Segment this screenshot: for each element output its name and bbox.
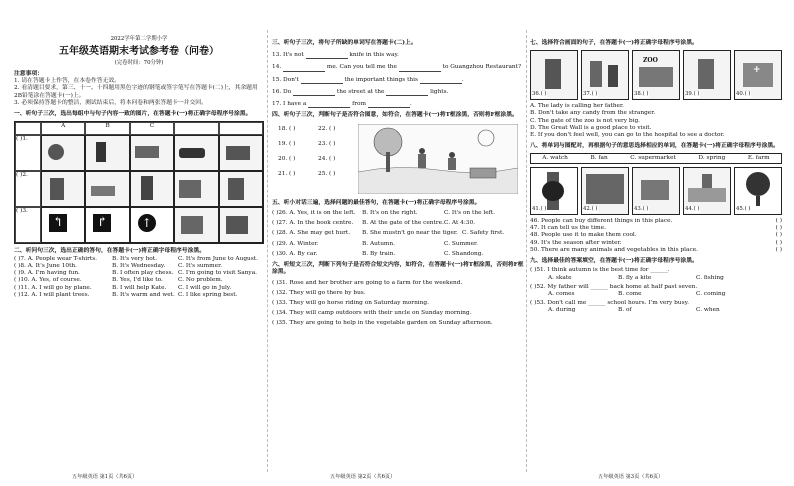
question-row: ( )28. A. She may get hurt. B. She mustn't go near the tiger. C. Safety first. bbox=[272, 230, 505, 237]
page-3-footer: 五年级英语 第3页（共6页） bbox=[598, 474, 664, 480]
page-2-footer: 五年级英语 第2页（共6页） bbox=[330, 474, 396, 480]
question-row: 47. It can tell us the time. ( ) bbox=[530, 225, 782, 232]
statement-row: ( )32. They will go there by bus. bbox=[272, 289, 366, 296]
grid-header-b: B bbox=[85, 122, 129, 135]
stranger-picture: 37.( ) bbox=[581, 50, 629, 100]
notes-title: 注意事项： bbox=[14, 71, 43, 77]
question-row: 49. It's the season after winter. ( ) bbox=[530, 239, 782, 246]
sick-picture: 39.( ) bbox=[683, 50, 731, 100]
page-1 bbox=[14, 36, 264, 462]
question-row: ( )10. A. Yes, of course. B. Yes, I'd like to. C. No problem. bbox=[14, 277, 223, 284]
question-row: ( )11. A. I will go by plane. B. I will help Kate. C. I will go in July. bbox=[14, 284, 232, 291]
question-row: ( )51. I think autumn is the best time for ______. bbox=[530, 267, 670, 274]
grid-picture bbox=[85, 135, 129, 171]
grid-picture bbox=[85, 171, 129, 207]
question-row: ( )30. A. By car. B. By train. C. Shandong. bbox=[272, 250, 484, 257]
section-7-options bbox=[530, 103, 782, 139]
grid-picture bbox=[130, 171, 174, 207]
grid-picture bbox=[219, 135, 263, 171]
word-option: A. watch bbox=[542, 154, 568, 161]
section-5-title: 五、听小对话三遍，选择问题的最佳答句，在答题卡(一)将正确字母程序号涂黑。 bbox=[272, 199, 481, 206]
statement-row: ( )33. They will go horse riding on Saturday morning. bbox=[272, 299, 429, 306]
grid-picture bbox=[174, 171, 218, 207]
note: 2. 看清题目要求，第三、十一、十四题用黑色字迹的钢笔或签字笔写在答题卡(二)上，其余题用2B铅笔涂在答题卡(一)上。 bbox=[14, 85, 258, 99]
question-row: ( )9. A. I'm having fun. B. I often play chess. C. I'm going to visit Sanya. bbox=[14, 270, 258, 277]
word-option: C. supermarket bbox=[630, 154, 676, 161]
section-8-pictures bbox=[530, 167, 782, 215]
question-row: ( )26. A. Yes, it is on the left. B. It's on the right. C. It's on the left. bbox=[272, 209, 495, 216]
option-row: A. The lady is calling her father. bbox=[530, 103, 624, 110]
word-bank bbox=[530, 153, 782, 164]
exam-time: (完卷时间：70分钟) bbox=[114, 60, 164, 67]
page-1-footer: 五年级英语 第1页（共6页） bbox=[72, 474, 138, 480]
park-scene-picture bbox=[358, 124, 518, 194]
note: 1. 请在答题卡上作答，在本卷作答无效。 bbox=[14, 78, 120, 85]
picture-grid bbox=[14, 121, 264, 244]
grid-picture bbox=[219, 171, 263, 207]
go-straight-sign-icon: ↑ bbox=[130, 207, 174, 243]
spring-picture: 44.( ) bbox=[683, 167, 731, 215]
choices-row: A. comes B. come C. coming bbox=[548, 290, 726, 297]
option-row: C. The gate of the zoo is not very big. bbox=[530, 117, 641, 124]
section-4-block bbox=[272, 122, 524, 196]
page-divider bbox=[526, 30, 527, 472]
section-6-title: 六、听短文三次，判断下列句子是否符合短文内容，如符合，在答题卡(一)将T框涂黑，否则将F框涂黑。 bbox=[272, 262, 524, 276]
page-divider bbox=[267, 30, 268, 472]
statement-row: ( )34. They will camp outdoors with their uncle on Sunday morning. bbox=[272, 310, 472, 317]
section-2-title: 二、听问句三次，选出正确的答句，在答题卡(一)将正确字母程序号涂黑。 bbox=[14, 248, 205, 255]
section-4-title: 四、听句子三次，判断句子是否符合图意，如符合，在答题卡(一)将T框涂黑，否则将F框涂黑。 bbox=[272, 112, 518, 119]
question-row: 48. People use it to make them cool. ( ) bbox=[530, 232, 782, 239]
farm-picture: 43.( ) bbox=[632, 167, 680, 215]
fill-blank-row: 17. I have a from . bbox=[272, 101, 412, 108]
section-7-title: 七、选择符合画面的句子，在答题卡(一)将正确字母程序号涂黑。 bbox=[530, 40, 698, 46]
grid-header-c: C bbox=[130, 122, 174, 135]
option-row: E. If you don't feel well, you can go to the hospital to see a doctor. bbox=[530, 132, 725, 139]
section-8-list bbox=[530, 218, 782, 254]
fan-icon: 45.( ) bbox=[734, 167, 782, 215]
statement-row: ( )35. They are going to help in the vegetable garden on Sunday afternoon. bbox=[272, 320, 493, 327]
right-turn-sign-icon: ↱ bbox=[85, 207, 129, 243]
question-row: ( )29. A. Winter. B. Autumn. C. Summer. bbox=[272, 240, 479, 247]
grid-picture bbox=[219, 207, 263, 243]
exam-title: 五年级英语期末考试参考卷（问卷） bbox=[59, 45, 219, 57]
question-row: ( )7. A. People wear T-shirts. B. It's very hot. C. It's from June to August. bbox=[14, 255, 258, 262]
option-row: D. The Great Wall is a good place to visit. bbox=[530, 124, 652, 131]
phone-call-picture: 36.( ) bbox=[530, 50, 578, 100]
left-turn-sign-icon: ↰ bbox=[41, 207, 85, 243]
tf-left-column: 18. ( ) 19. ( ) 20. ( ) 21. ( ) bbox=[278, 125, 296, 178]
word-option: E. farm bbox=[747, 154, 770, 161]
section-1-title: 一、听句子三次，选出每组中与句子内容一致的图片，在答题卡(一)将正确字母程序号涂黑。 bbox=[14, 111, 252, 118]
question-row: 46. People can buy different things in this place. ( ) bbox=[530, 217, 782, 224]
section-5-list bbox=[272, 210, 524, 258]
question-row: ( )53. Don't call me ______ school hours. I'm very busy. bbox=[530, 300, 689, 307]
fill-blank-row: 14. me. Can you tell me the to Guangzhou Restaurant? bbox=[272, 64, 522, 71]
word-option: B. fan bbox=[590, 154, 608, 161]
question-row: 50. There are many animals and vegetables in this place. ( ) bbox=[530, 246, 782, 253]
zoo-gate-picture: ZOO 38.( ) bbox=[632, 50, 680, 100]
grid-picture bbox=[174, 135, 218, 171]
section-9-list bbox=[530, 267, 782, 314]
section-2-list bbox=[14, 256, 264, 299]
question-row: ( )8. A. It's June 10th. B. It's Wednesday. C. It's summer. bbox=[14, 262, 223, 269]
grid-picture bbox=[41, 171, 85, 207]
question-row: ( )52. My father will ______ back home at half past seven. bbox=[530, 283, 698, 290]
section-7-pictures bbox=[530, 50, 782, 100]
fill-blank-row: 16. Do the street at the lights. bbox=[272, 88, 449, 95]
tf-right-column: 22. ( ) 23. ( ) 24. ( ) 25. ( ) bbox=[318, 125, 336, 178]
grid-header-a: A bbox=[41, 122, 85, 135]
grid-row-label: ( )1. bbox=[15, 135, 41, 171]
grid-picture bbox=[130, 135, 174, 171]
section-9-title: 九、选择最佳的答案填空，在答题卡(一)将正确字母程序号涂黑。 bbox=[530, 258, 698, 265]
grid-row-label: ( )2. bbox=[15, 171, 41, 207]
grid-row-label: ( )3. bbox=[15, 207, 41, 243]
school-header: 2022学年第二学期小学 bbox=[110, 36, 168, 42]
grid-picture bbox=[41, 135, 85, 171]
grid-picture bbox=[174, 207, 218, 243]
option-row: B. Don't take any candy from the stranger. bbox=[530, 110, 656, 117]
choices-row: A. skate B. fly a kite C. fishing bbox=[548, 274, 724, 281]
fill-blank-row: 15. Don't the important things this . bbox=[272, 76, 464, 83]
fill-blank-row: 13. It's not knife in this way. bbox=[272, 52, 399, 59]
note: 3. 必须保持答题卡的整洁，测试结束后，将本问卷和两张答题卡一并交回。 bbox=[14, 99, 207, 106]
watch-icon: 41.( ) bbox=[530, 167, 578, 215]
section-3-title: 三、听句子三次，将句子所缺的单词写在答题卡(二)上。 bbox=[272, 40, 417, 46]
choices-row: A. during B. of C. when bbox=[548, 307, 720, 314]
word-option: D. spring bbox=[698, 154, 726, 161]
page-3 bbox=[530, 36, 782, 462]
statement-row: ( )31. Rose and her brother are going to a farm for the weekend. bbox=[272, 279, 463, 286]
question-row: ( )12. A. I will plant trees. B. It's warm and wet. C. I like spring best. bbox=[14, 291, 238, 298]
hospital-picture: + 40.( ) bbox=[734, 50, 782, 100]
section-8-title: 八、将单词与图配对，再根据句子的意思选择相应的单词，在答题卡(一)将正确字母程序号涂黑。 bbox=[530, 143, 779, 150]
question-row: ( )27. A. In the book centre. B. At the gate of the centre.C. At 4:30. bbox=[272, 220, 476, 227]
supermarket-picture: 42.( ) bbox=[581, 167, 629, 215]
page-2 bbox=[272, 36, 524, 462]
